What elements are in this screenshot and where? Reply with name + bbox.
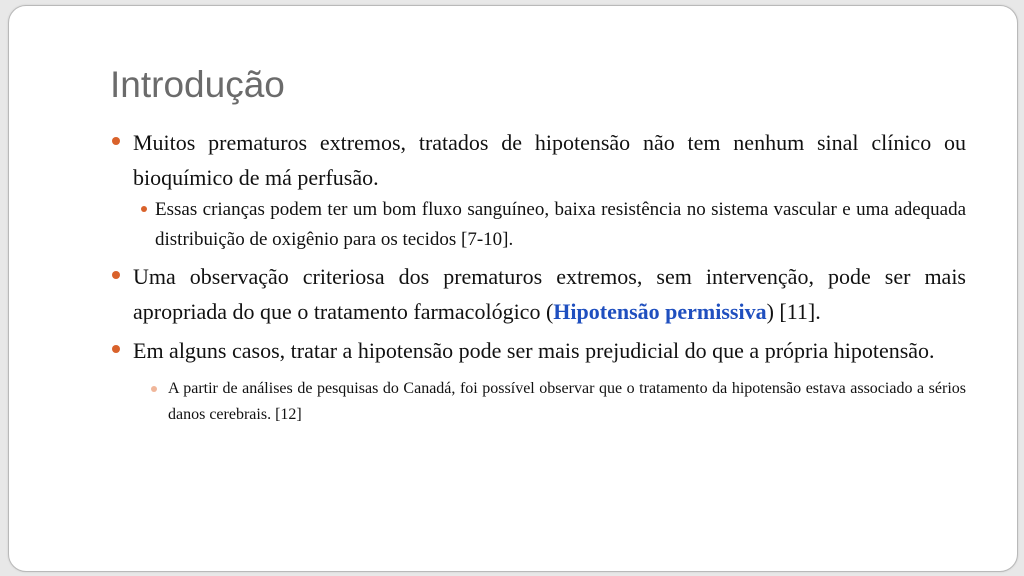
bullet-text-before: Uma observação criteriosa dos prematuros extremos, sem intervenção, pode ser mais apropriada do que o tratamento farmacológico ( [133,264,966,324]
bullet-text: Muitos prematuros extremos, tratados de hipotensão não tem nenhum sinal clínico ou bioquímico de má perfusão. [133,130,966,190]
bullet-dot-icon [112,345,120,353]
bullet-dot-icon [112,271,120,279]
bullet-dot-icon [112,137,120,145]
sub-bullet-text: Essas crianças podem ter um bom fluxo sanguíneo, baixa resistência no sistema vascular e uma adequada distribuição de oxigênio para os tecidos [7-10]. [155,199,966,250]
sub-bullet-item-1 [110,195,966,255]
bullet-text: Em alguns casos, tratar a hipotensão pode ser mais prejudicial do que a própria hipotensão. [133,338,935,363]
bullet-item-2 [110,259,966,329]
sub-sub-bullet-item-1 [110,376,966,428]
bullet-item-3 [110,333,966,368]
bullet-dot-light-icon [151,386,157,392]
slide-title: Introdução [110,64,285,105]
bullet-dot-icon [141,206,147,212]
bullet-text-after: ) [11]. [766,299,821,324]
bullet-list [110,125,966,428]
bullet-item-1 [110,125,966,195]
sub-sub-bullet-text: A partir de análises de pesquisas do Canadá, foi possível observar que o tratamento da hipotensão estava associado a sérios danos cerebrais. [12] [168,380,966,423]
highlight-term: Hipotensão permissiva [553,299,767,324]
